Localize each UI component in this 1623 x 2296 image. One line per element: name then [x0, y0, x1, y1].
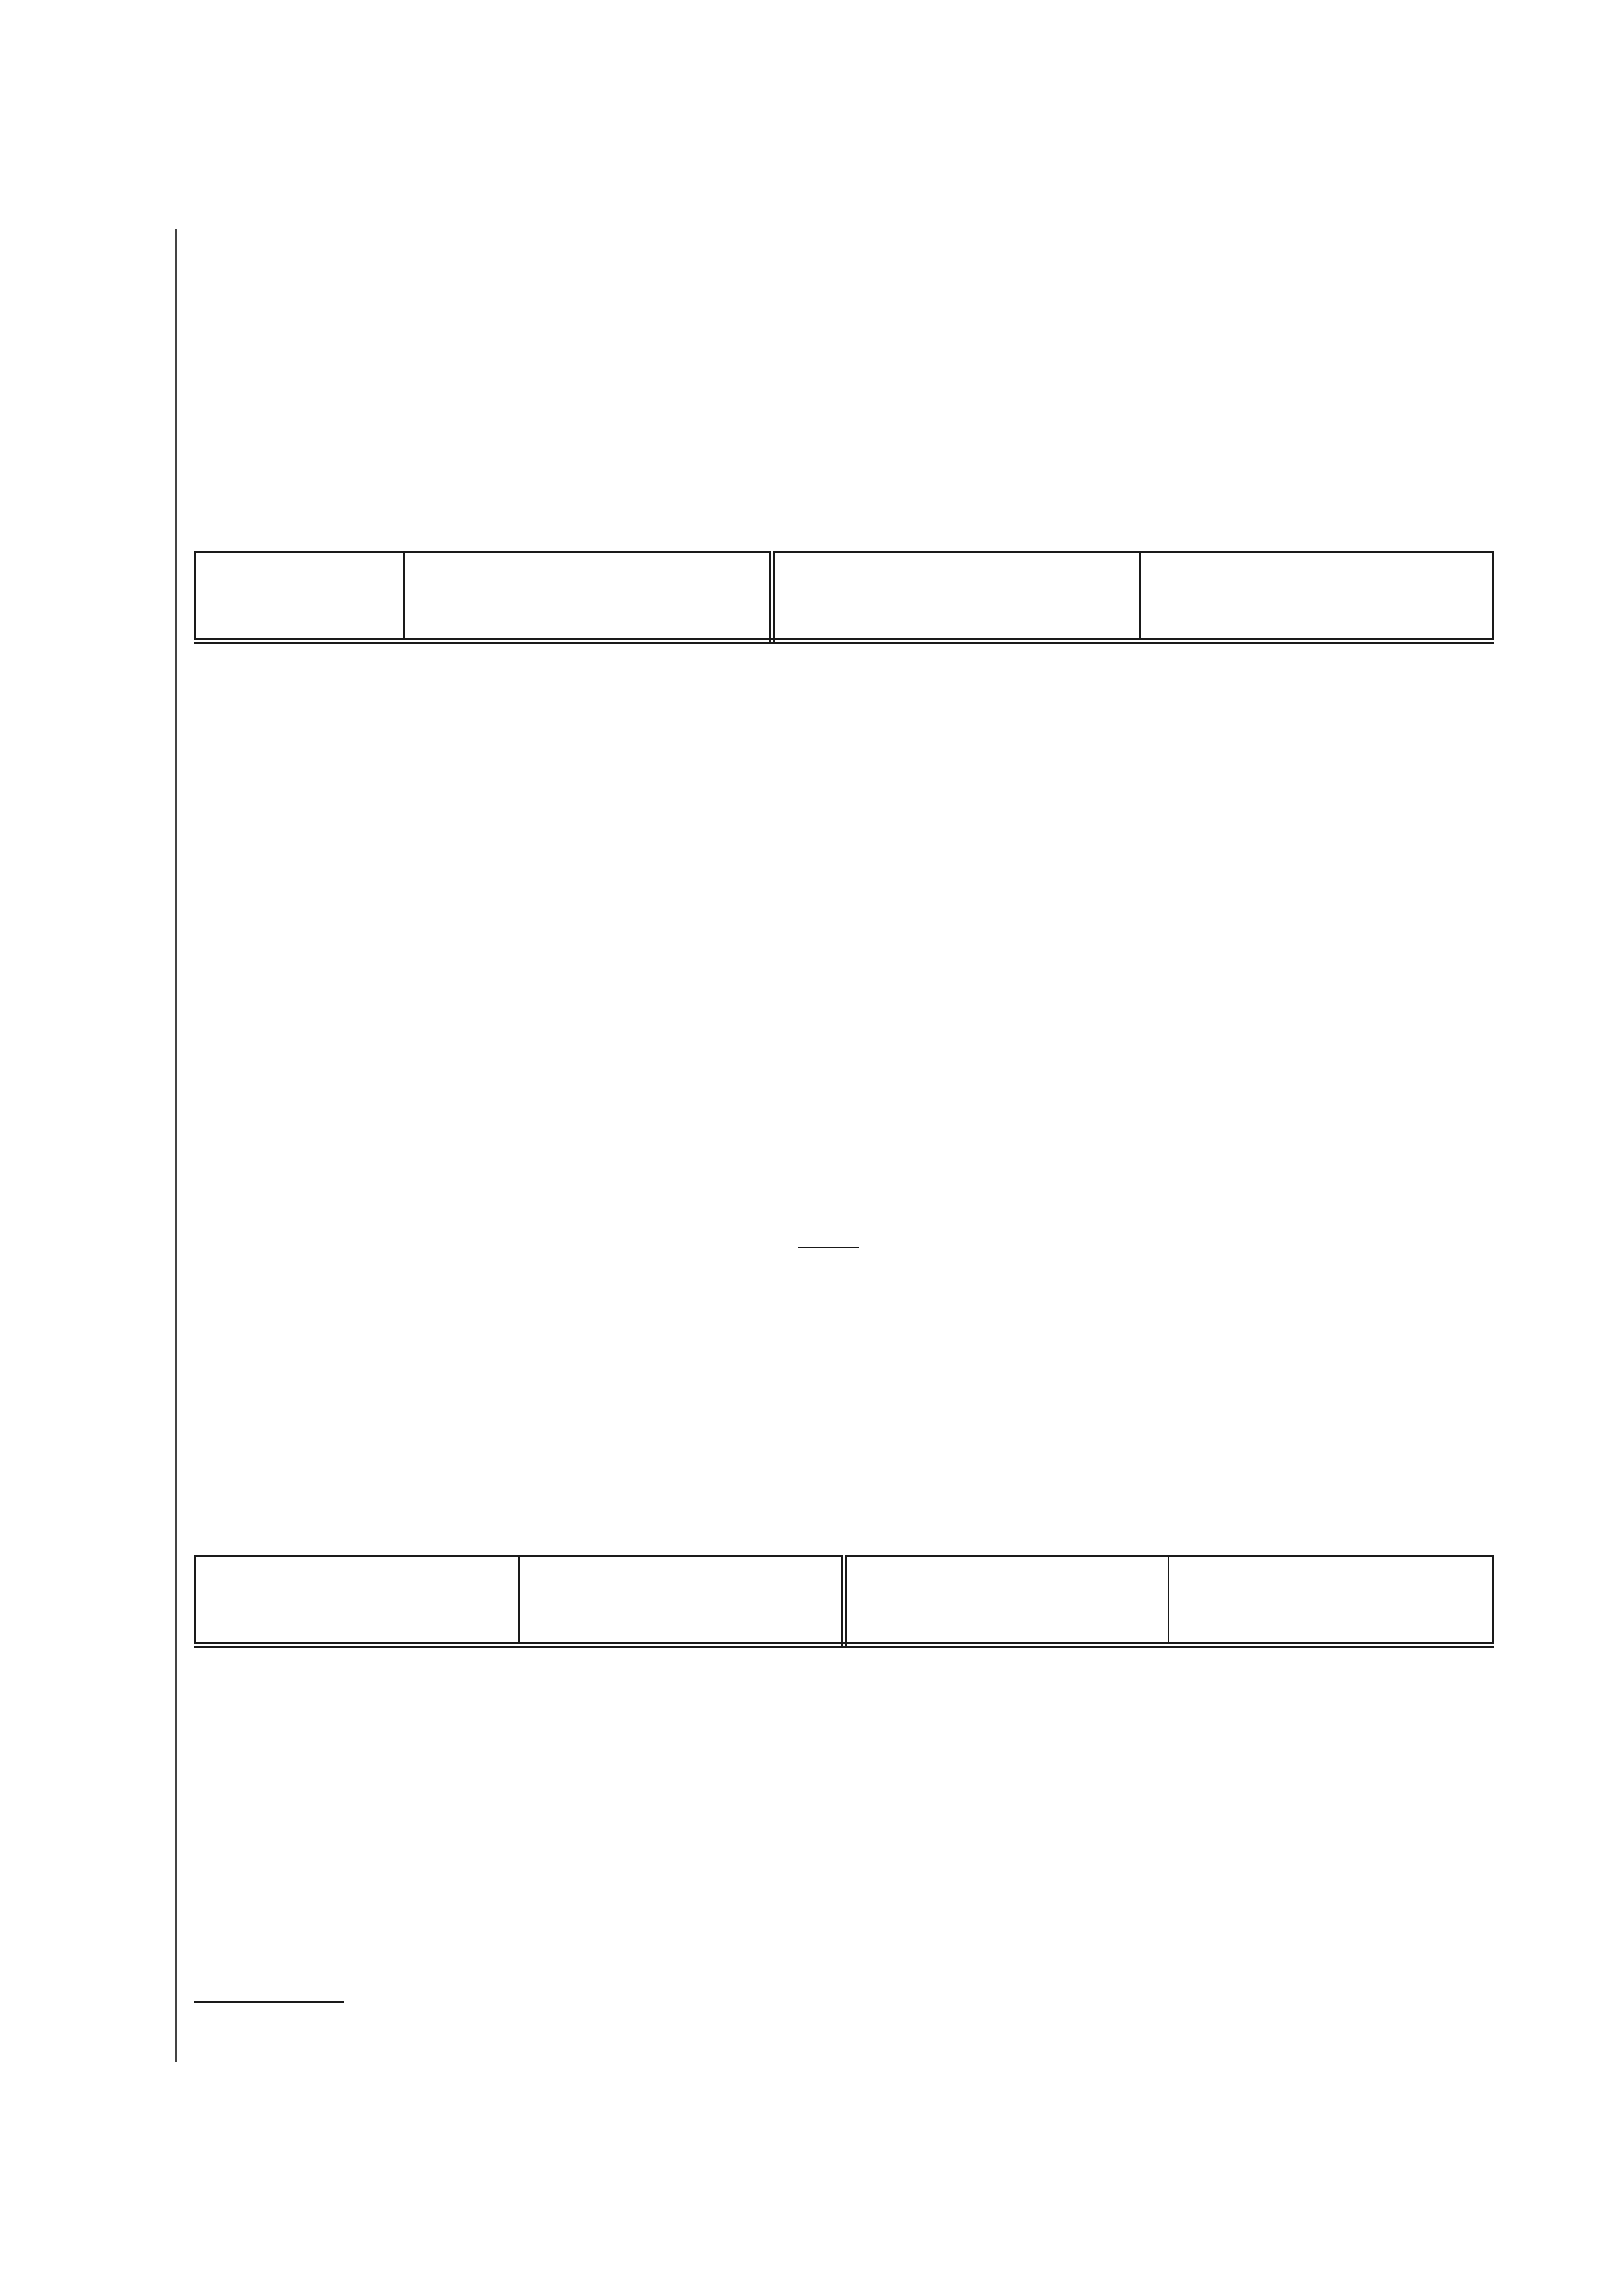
margin-change-bar — [175, 229, 177, 2062]
table-8-header-value-left — [404, 552, 772, 641]
table-8-header-compound-left — [195, 552, 404, 641]
table-9-header-compound-right — [844, 1556, 1169, 1645]
formula-8 — [732, 1214, 895, 1286]
table-9-header-value-left — [520, 1556, 844, 1645]
table-8-header-compound-right — [772, 552, 1140, 641]
table-9-header-value-right — [1169, 1556, 1493, 1645]
where-line-1 — [194, 1312, 208, 1346]
table-8 — [194, 551, 1494, 644]
table-9-header-compound-left — [195, 1556, 520, 1645]
fraction-line — [798, 1247, 859, 1248]
table-8-header-value-right — [1140, 552, 1493, 641]
footnote-separator — [194, 2001, 344, 2003]
table-9 — [194, 1555, 1494, 1648]
